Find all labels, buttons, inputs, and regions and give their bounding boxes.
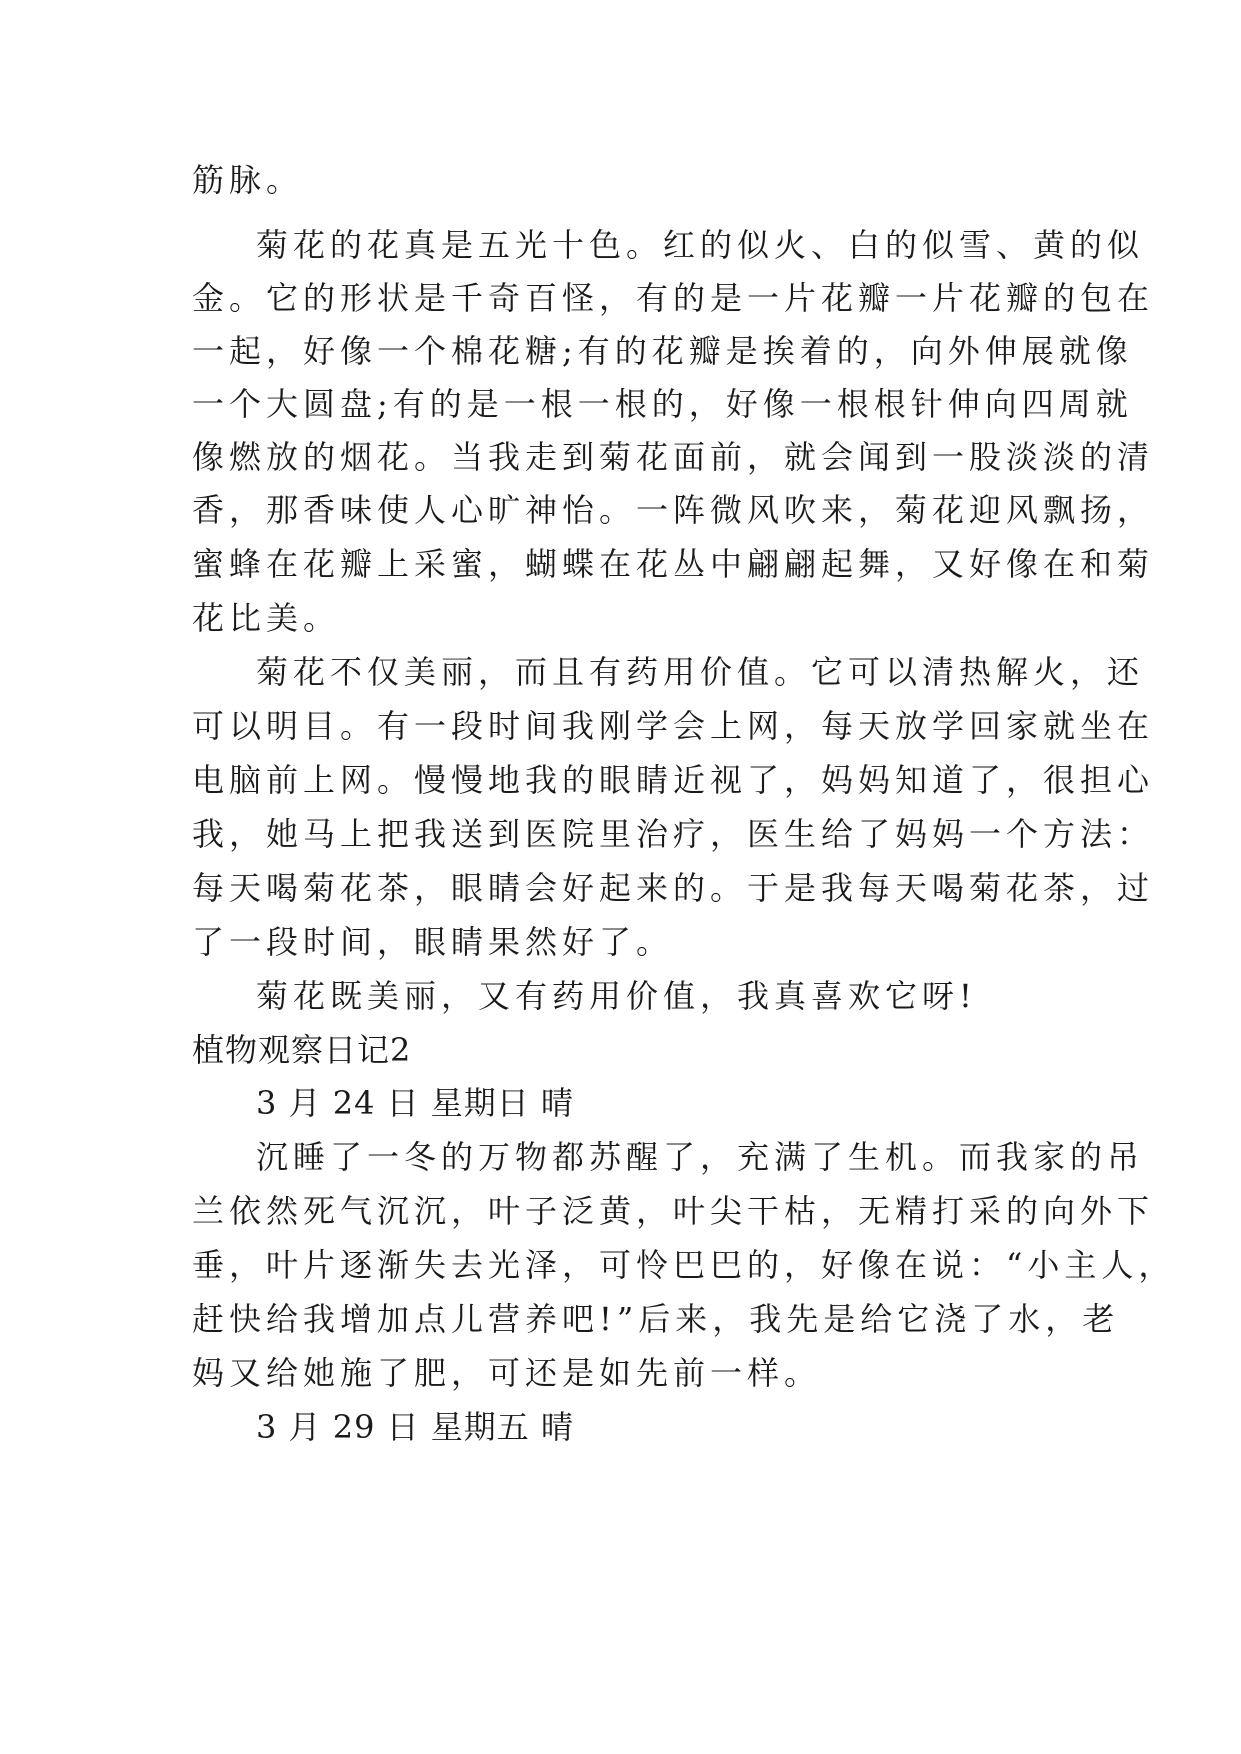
- text-line: 垂，叶片逐渐失去光泽，可怜巴巴的，好像在说：“小主人，: [192, 1246, 1176, 1284]
- section-heading: 植物观察日记2: [192, 1031, 412, 1069]
- text-line: 妈又给她施了肥，可还是如先前一样。: [192, 1354, 822, 1392]
- paragraph-first-line: 沉睡了一冬的万物都苏醒了，充满了生机。而我家的吊: [256, 1138, 1145, 1176]
- text-line: 筋脉。: [192, 161, 304, 199]
- text-line: 我，她马上把我送到医院里治疗，医生给了妈妈一个方法：: [192, 815, 1155, 853]
- text-line: 花比美。: [192, 599, 341, 637]
- text-line: 一个大圆盘;有的是一根一根的，好像一根根针伸向四周就: [192, 385, 1133, 423]
- paragraph-first-line: 菊花不仅美丽，而且有药用价值。它可以清热解火，还: [256, 653, 1145, 691]
- diary-date: 3 月 29 日 星期五 晴: [256, 1408, 574, 1446]
- text-line: 赶快给我增加点儿营养吧!”后来，我先是给它浇了水，老: [192, 1300, 1120, 1338]
- paragraph-first-line: 菊花既美丽，又有药用价值，我真喜欢它呀!: [256, 977, 977, 1015]
- text-line: 每天喝菊花茶，眼睛会好起来的。于是我每天喝菊花茶，过: [192, 869, 1155, 907]
- text-line: 兰依然死气沉沉，叶子泛黄，叶尖干枯，无精打采的向外下: [192, 1192, 1155, 1230]
- text-line: 了一段时间，眼睛果然好了。: [192, 923, 674, 961]
- diary-date: 3 月 24 日 星期日 晴: [256, 1084, 574, 1122]
- text-line: 香，那香味使人心旷神怡。一阵微风吹来，菊花迎风飘扬，: [192, 491, 1155, 529]
- text-line: 可以明目。有一段时间我刚学会上网，每天放学回家就坐在: [192, 707, 1155, 745]
- text-line: 像燃放的烟花。当我走到菊花面前，就会闻到一股淡淡的清: [192, 438, 1155, 476]
- text-line: 一起，好像一个棉花糖;有的花瓣是挨着的，向外伸展就像: [192, 332, 1133, 370]
- text-line: 蜜蜂在花瓣上采蜜，蝴蝶在花丛中翩翩起舞，又好像在和菊: [192, 545, 1155, 583]
- text-line: 电脑前上网。慢慢地我的眼睛近视了，妈妈知道了，很担心: [192, 761, 1155, 799]
- text-line: 金。它的形状是千奇百怪，有的是一片花瓣一片花瓣的包在: [192, 279, 1155, 317]
- paragraph-first-line: 菊花的花真是五光十色。红的似火、白的似雪、黄的似: [256, 226, 1145, 264]
